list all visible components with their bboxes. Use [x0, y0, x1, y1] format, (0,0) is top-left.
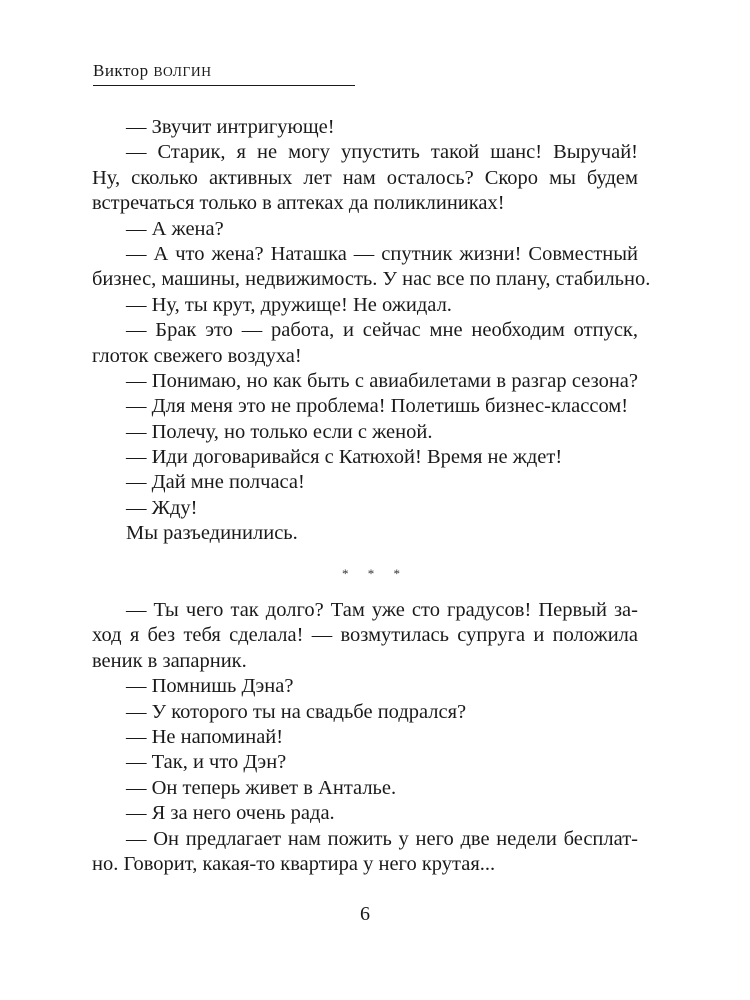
- text-line: бизнес, машины, недвижимость. У нас все по плану, стабильно.: [92, 268, 651, 291]
- text-line: — Он теперь живет в Анталье.: [126, 776, 397, 799]
- text-line: Мы разъединились.: [126, 522, 298, 545]
- text-block-2: [92, 598, 638, 877]
- section-separator: * * *: [342, 566, 408, 581]
- text-line: Ну, сколько активных лет нам осталось? Скоро мы будем: [92, 166, 638, 189]
- text-line: — А жена?: [126, 217, 224, 240]
- text-line: — У которого ты на свадьбе подрался?: [126, 700, 467, 723]
- text-line: — Звучит интригующе!: [126, 116, 335, 138]
- running-header: [93, 61, 212, 81]
- page-number: 6: [360, 903, 370, 925]
- text-line: — Брак это — работа, и сейчас мне необходим отпуск,: [126, 319, 638, 342]
- author-last-name: ВОЛГИН: [153, 64, 212, 79]
- text-line: — Я за него очень рада.: [126, 802, 335, 825]
- text-line: — Не напоминай!: [126, 725, 284, 748]
- header-rule: [93, 85, 355, 86]
- text-line: — Так, и что Дэн?: [126, 751, 287, 774]
- text-line: — Дай мне полчаса!: [126, 471, 305, 494]
- text-line: глоток свежего воздуха!: [92, 344, 302, 367]
- text-line: — Жду!: [126, 496, 198, 519]
- text-line: — А что жена? Наташка — спутник жизни! Совместный: [126, 242, 638, 265]
- text-line: веник в запарник.: [92, 649, 247, 672]
- text-line: — Помнишь Дэна?: [126, 675, 294, 698]
- text-line: — Он предлагает нам пожить у него две недели бесплат-: [126, 827, 638, 850]
- text-line: — Иди договаривайся с Катюхой! Время не ждет!: [126, 446, 563, 469]
- text-line: но. Говорит, какая-то квартира у него крутая...: [92, 852, 496, 875]
- text-block-1: [92, 115, 651, 547]
- text-line: — Понимаю, но как быть с авиабилетами в разгар сезона?: [126, 369, 638, 392]
- text-line: — Полечу, но только если с женой.: [126, 420, 433, 443]
- text-line: — Старик, я не могу упустить такой шанс! Выручай!: [126, 141, 638, 164]
- text-line: ход я без тебя сделала! — возмутилась супруга и положила: [92, 624, 638, 647]
- text-line: — Ты чего так долго? Там уже сто градусов! Первый за-: [126, 599, 638, 621]
- author-first-name: Виктор: [93, 61, 149, 80]
- text-line: — Для меня это не проблема! Полетишь бизнес-классом!: [126, 395, 629, 418]
- text-line: — Ну, ты крут, дружище! Не ожидал.: [126, 293, 452, 316]
- text-line: встречаться только в аптеках да поликлиниках!: [92, 192, 505, 215]
